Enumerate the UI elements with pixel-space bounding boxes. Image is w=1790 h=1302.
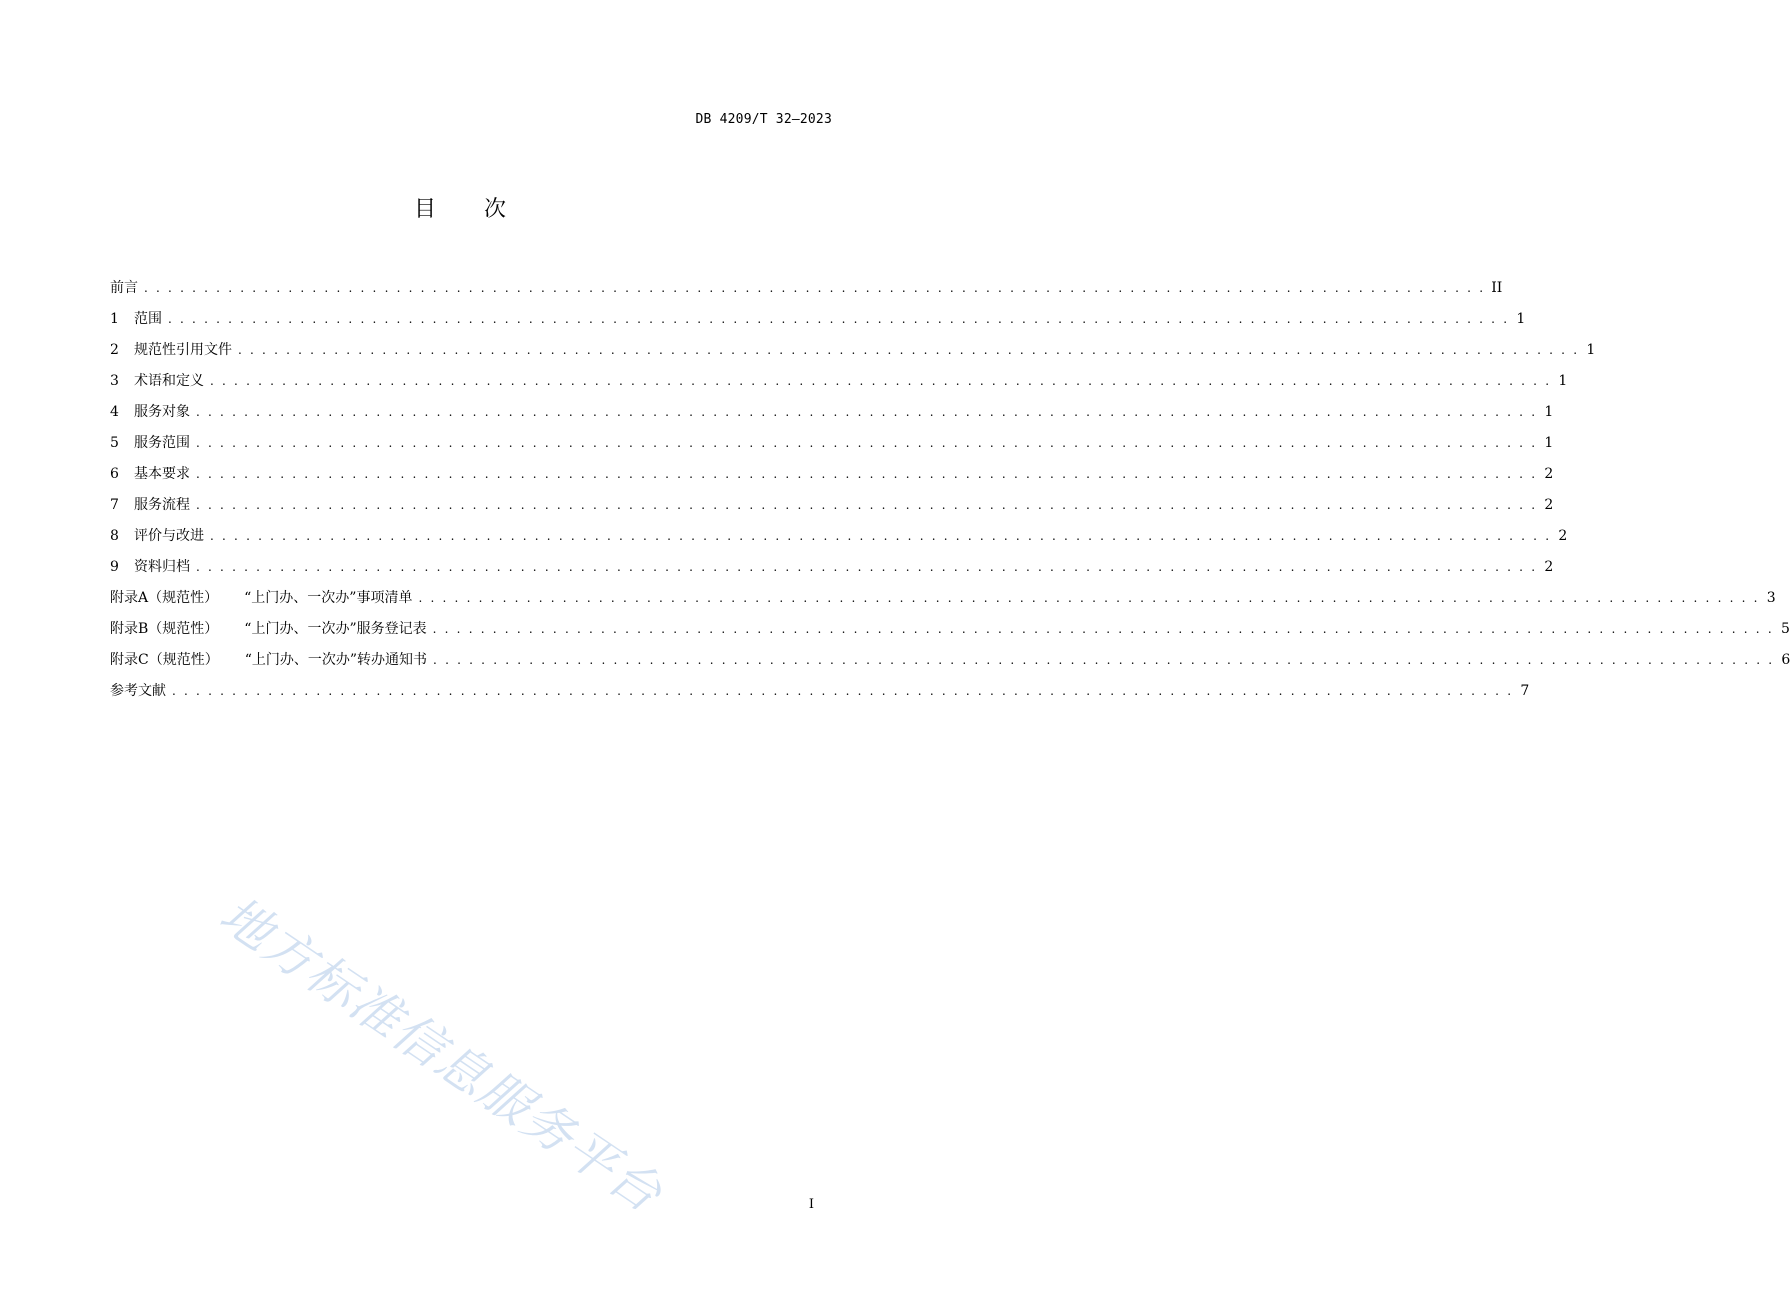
toc-entry-appendix-c[interactable] bbox=[110, 649, 1790, 680]
toc-entry-number: 4 bbox=[110, 404, 119, 420]
toc-entry-9[interactable] bbox=[110, 556, 1554, 587]
toc-leader-dots: . . . . . . . . . . . . . . . . . . . . . . . . . . . . . . . . . . . . . . . . . . . . . . . . . . . . . . . . . . . . . . . . . . . . . . . . . . . . . . . . . . . . . . . . . . . . . . . . . . . . . . . . . . . . . . . . bbox=[210, 529, 1552, 543]
page-number: I bbox=[808, 1197, 814, 1212]
toc-entry-label bbox=[110, 587, 412, 607]
toc-entry-number: 8 bbox=[110, 528, 119, 544]
toc-entry-label: 服务流程 bbox=[134, 497, 190, 513]
toc-entry-page: II bbox=[1491, 280, 1503, 296]
toc-entry-label: 服务范围 bbox=[134, 435, 190, 451]
toc-entry-page: 2 bbox=[1544, 559, 1554, 575]
toc-entry-number: 5 bbox=[110, 435, 119, 451]
toc-entry-page: 2 bbox=[1544, 497, 1554, 513]
toc-entry-label: 规范性引用文件 bbox=[134, 342, 232, 358]
document-code: DB 4209/T 32—2023 bbox=[695, 112, 832, 127]
toc-leader-dots: . . . . . . . . . . . . . . . . . . . . . . . . . . . . . . . . . . . . . . . . . . . . . . . . . . . . . . . . . . . . . . . . . . . . . . . . . . . . . . . . . . . . . . . . . . . . . . . . . . . . . . . . . . . . . . . . bbox=[196, 467, 1538, 481]
table-of-contents bbox=[110, 277, 1790, 711]
appendix-title: “上门办、一次办”转办通知书 bbox=[244, 652, 428, 668]
appendix-title: “上门办、一次办”服务登记表 bbox=[244, 621, 427, 637]
toc-entry-label bbox=[110, 649, 427, 669]
toc-entry-appendix-a[interactable] bbox=[110, 587, 1776, 618]
toc-entry-page: 1 bbox=[1586, 342, 1596, 358]
appendix-label: 附录B（规范性） bbox=[110, 621, 219, 637]
toc-entry-number: 6 bbox=[110, 466, 119, 482]
toc-leader-dots: . . . . . . . . . . . . . . . . . . . . . . . . . . . . . . . . . . . . . . . . . . . . . . . . . . . . . . . . . . . . . . . . . . . . . . . . . . . . . . . . . . . . . . . . . . . . . . . . . . . . . . . . . . . . . . . . bbox=[172, 684, 1514, 698]
toc-entry-page: 1 bbox=[1558, 373, 1568, 389]
toc-entry-page: 6 bbox=[1781, 652, 1790, 668]
toc-leader-dots: . . . . . . . . . . . . . . . . . . . . . . . . . . . . . . . . . . . . . . . . . . . . . . . . . . . . . . . . . . . . . . . . . . . . . . . . . . . . . . . . . . . . . . . . . . . . . . . . . . . . . . . . . . . . . . . . bbox=[238, 343, 1580, 357]
toc-entry-label: 资料归档 bbox=[134, 559, 190, 575]
toc-entry-label: 参考文献 bbox=[110, 683, 166, 699]
toc-entry-label: 评价与改进 bbox=[134, 528, 204, 544]
toc-entry-page: 5 bbox=[1780, 621, 1790, 637]
toc-leader-dots: . . . . . . . . . . . . . . . . . . . . . . . . . . . . . . . . . . . . . . . . . . . . . . . . . . . . . . . . . . . . . . . . . . . . . . . . . . . . . . . . . . . . . . . . . . . . . . . . . . . . . . . . . . . . . . . . bbox=[196, 436, 1538, 450]
toc-entry-page: 2 bbox=[1544, 466, 1554, 482]
toc-entry-7[interactable] bbox=[110, 494, 1554, 525]
toc-entry-5[interactable] bbox=[110, 432, 1554, 463]
appendix-title: “上门办、一次办”事项清单 bbox=[244, 590, 413, 606]
toc-leader-dots: . . . . . . . . . . . . . . . . . . . . . . . . . . . . . . . . . . . . . . . . . . . . . . . . . . . . . . . . . . . . . . . . . . . . . . . . . . . . . . . . . . . . . . . . . . . . . . . . . . . . . . . . . . . . . . . . bbox=[418, 591, 1760, 605]
toc-entry-number: 9 bbox=[110, 559, 119, 575]
toc-entry-label: 前言 bbox=[110, 280, 138, 296]
toc-entry-2[interactable] bbox=[110, 339, 1596, 370]
toc-entry-page: 1 bbox=[1544, 404, 1554, 420]
toc-entry-label: 基本要求 bbox=[134, 466, 190, 482]
toc-leader-dots: . . . . . . . . . . . . . . . . . . . . . . . . . . . . . . . . . . . . . . . . . . . . . . . . . . . . . . . . . . . . . . . . . . . . . . . . . . . . . . . . . . . . . . . . . . . . . . . . . . . . . . . . . . . . . . . . bbox=[144, 281, 1486, 295]
watermark: 地方标准信息服务平台 bbox=[209, 885, 674, 1225]
toc-entry-page: 7 bbox=[1520, 683, 1530, 699]
toc-leader-dots: . . . . . . . . . . . . . . . . . . . . . . . . . . . . . . . . . . . . . . . . . . . . . . . . . . . . . . . . . . . . . . . . . . . . . . . . . . . . . . . . . . . . . . . . . . . . . . . . . . . . . . . . . . . . . . . . bbox=[168, 312, 1510, 326]
toc-entry-foreword[interactable] bbox=[110, 277, 1503, 308]
toc-entry-number: 1 bbox=[110, 311, 119, 327]
title-char-2: 次 bbox=[484, 197, 507, 222]
toc-entry-8[interactable] bbox=[110, 525, 1568, 556]
toc-entry-label bbox=[110, 618, 427, 638]
toc-leader-dots: . . . . . . . . . . . . . . . . . . . . . . . . . . . . . . . . . . . . . . . . . . . . . . . . . . . . . . . . . . . . . . . . . . . . . . . . . . . . . . . . . . . . . . . . . . . . . . . . . . . . . . . . . . . . . . . . bbox=[432, 622, 1774, 636]
toc-entry-page: 1 bbox=[1516, 311, 1526, 327]
toc-entry-label: 范围 bbox=[134, 311, 162, 327]
page-title bbox=[0, 192, 920, 223]
toc-entry-number: 7 bbox=[110, 497, 119, 513]
toc-entry-references[interactable] bbox=[110, 680, 1530, 711]
appendix-label: 附录A（规范性） bbox=[110, 590, 219, 606]
toc-leader-dots: . . . . . . . . . . . . . . . . . . . . . . . . . . . . . . . . . . . . . . . . . . . . . . . . . . . . . . . . . . . . . . . . . . . . . . . . . . . . . . . . . . . . . . . . . . . . . . . . . . . . . . . . . . . . . . . . bbox=[210, 374, 1552, 388]
toc-entry-page: 1 bbox=[1544, 435, 1554, 451]
title-char-1: 目 bbox=[413, 197, 436, 222]
toc-entry-3[interactable] bbox=[110, 370, 1568, 401]
toc-entry-4[interactable] bbox=[110, 401, 1554, 432]
toc-entry-page: 3 bbox=[1766, 590, 1776, 606]
toc-leader-dots: . . . . . . . . . . . . . . . . . . . . . . . . . . . . . . . . . . . . . . . . . . . . . . . . . . . . . . . . . . . . . . . . . . . . . . . . . . . . . . . . . . . . . . . . . . . . . . . . . . . . . . . . . . . . . . . . bbox=[196, 405, 1538, 419]
toc-entry-number: 2 bbox=[110, 342, 119, 358]
toc-leader-dots: . . . . . . . . . . . . . . . . . . . . . . . . . . . . . . . . . . . . . . . . . . . . . . . . . . . . . . . . . . . . . . . . . . . . . . . . . . . . . . . . . . . . . . . . . . . . . . . . . . . . . . . . . . . . . . . . bbox=[433, 653, 1775, 667]
toc-entry-appendix-b[interactable] bbox=[110, 618, 1790, 649]
toc-entry-page: 2 bbox=[1558, 528, 1568, 544]
toc-entry-label: 服务对象 bbox=[134, 404, 190, 420]
toc-leader-dots: . . . . . . . . . . . . . . . . . . . . . . . . . . . . . . . . . . . . . . . . . . . . . . . . . . . . . . . . . . . . . . . . . . . . . . . . . . . . . . . . . . . . . . . . . . . . . . . . . . . . . . . . . . . . . . . . bbox=[196, 560, 1538, 574]
appendix-label: 附录C（规范性） bbox=[110, 652, 219, 668]
toc-entry-1[interactable] bbox=[110, 308, 1526, 339]
toc-entry-number: 3 bbox=[110, 373, 119, 389]
toc-entry-6[interactable] bbox=[110, 463, 1554, 494]
toc-leader-dots: . . . . . . . . . . . . . . . . . . . . . . . . . . . . . . . . . . . . . . . . . . . . . . . . . . . . . . . . . . . . . . . . . . . . . . . . . . . . . . . . . . . . . . . . . . . . . . . . . . . . . . . . . . . . . . . . bbox=[196, 498, 1538, 512]
toc-entry-label: 术语和定义 bbox=[134, 373, 204, 389]
